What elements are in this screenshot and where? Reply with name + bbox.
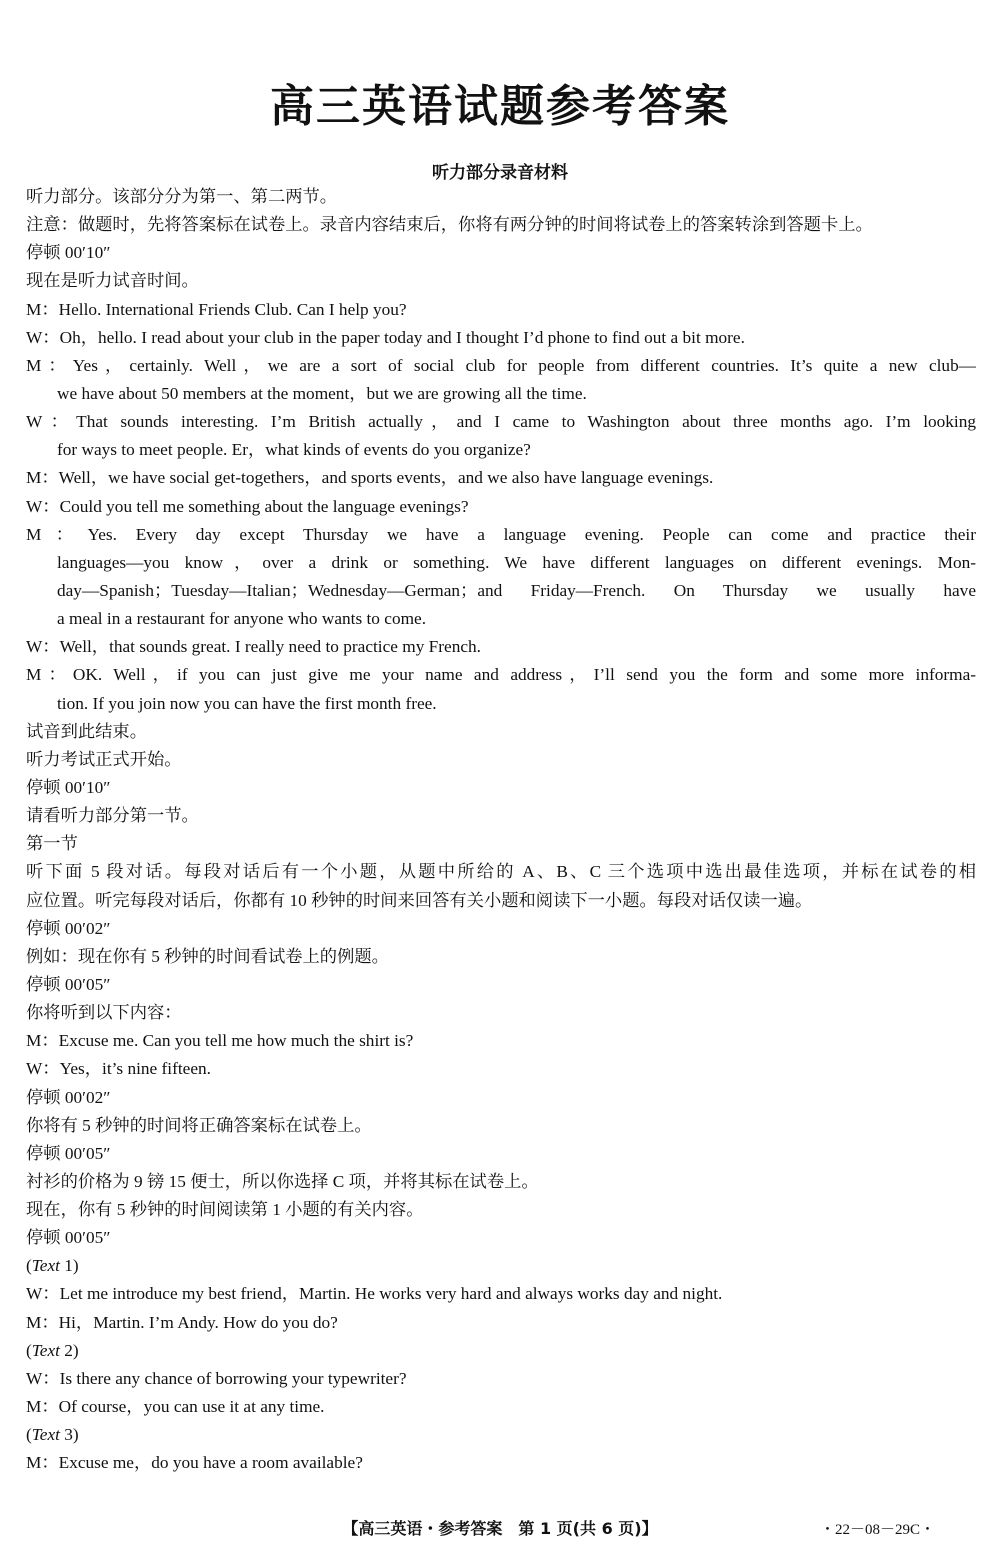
transcript-line: 你将听到以下内容：: [26, 1003, 182, 1023]
text-label-open: (: [26, 1340, 32, 1360]
transcript-line: 停顿 00′05″: [26, 1228, 111, 1248]
transcript-line: W：Yes，it’s nine fifteen.: [26, 1059, 211, 1079]
transcript-line: 第一节: [26, 834, 78, 854]
page-footer: 【高三英语・参考答案 第 1 页(共 6 页)】: [342, 1519, 658, 1538]
text-label-number: 1): [59, 1256, 79, 1276]
section-subtitle: 听力部分录音材料: [432, 163, 568, 183]
page-title: 高三英语试题参考答案: [270, 81, 730, 132]
text-label-number: 3): [59, 1425, 79, 1445]
transcript-line: 现在，你有 5 秒钟的时间阅读第 1 小题的有关内容。: [26, 1200, 424, 1220]
transcript-line: W：Oh，hello. I read about your club in the paper today and I thought I’d phone to find out a bit more.: [26, 327, 745, 347]
document-code: ・22－08－29C・: [820, 1522, 936, 1538]
transcript-line: [26, 1337, 976, 1365]
transcript-line: 听下面 5 段对话。每段对话后有一个小题，从题中所给的 A、B、C 三个选项中选出最佳选项，并标在试卷的相: [26, 862, 976, 882]
transcript-line: M：Hello. International Friends Club. Can I help you?: [26, 299, 407, 319]
transcript-line: [26, 1421, 976, 1449]
transcript-line: for ways to meet people. Er，what kinds of events do you organize?: [57, 440, 531, 460]
transcript-line: [26, 1252, 976, 1280]
text-label-open: (: [26, 1256, 32, 1276]
transcript-line: languages—you know，over a drink or something. We have different languages on different evenings. Mon-: [57, 552, 976, 572]
transcript-line: W：Let me introduce my best friend，Martin. He works very hard and always works day and night.: [26, 1284, 723, 1304]
transcript-line: 应位置。听完每段对话后，你都有 10 秒钟的时间来回答有关小题和阅读下一小题。每段对话仅读一遍。: [26, 890, 813, 910]
transcript-line: 注意：做题时，先将答案标在试卷上。录音内容结束后，你将有两分钟的时间将试卷上的答案转涂到答题卡上。: [26, 215, 873, 235]
transcript-line: W：Is there any chance of borrowing your typewriter?: [26, 1368, 407, 1388]
transcript-line: W：Could you tell me something about the language evenings?: [26, 496, 469, 516]
transcript-line: W：That sounds interesting. I’m British actually，and I came to Washington about three months ago. I’m looking: [26, 412, 976, 432]
transcript-line: 停顿 00′05″: [26, 974, 111, 994]
text-label-italic: Text: [31, 1425, 60, 1445]
transcript-line: M：Excuse me. Can you tell me how much the shirt is?: [26, 1031, 414, 1051]
transcript-line: 听力部分。该部分分为第一、第二两节。: [26, 187, 338, 206]
transcript-line: 停顿 00′05″: [26, 1143, 111, 1163]
transcript-line: M：Hi，Martin. I’m Andy. How do you do?: [26, 1312, 338, 1332]
transcript-line: a meal in a restaurant for anyone who wants to come.: [57, 609, 427, 629]
transcript-line: 请看听力部分第一节。: [26, 806, 199, 826]
transcript-line: M：OK. Well，if you can just give me your name and address，I’ll send you the form and some more informa-: [26, 665, 976, 685]
transcript-line: M：Excuse me，do you have a room available?: [26, 1453, 363, 1473]
text-label-number: 2): [59, 1340, 79, 1360]
transcript-line: 试音到此结束。: [26, 721, 147, 741]
transcript-line: 停顿 00′02″: [26, 918, 111, 938]
transcript-line: 你将有 5 秒钟的时间将正确答案标在试卷上。: [26, 1115, 372, 1135]
transcript-body: [26, 183, 976, 1477]
transcript-line: 听力考试正式开始。: [26, 749, 182, 769]
transcript-line: 衬衫的价格为 9 镑 15 便士，所以你选择 C 项，并将其标在试卷上。: [26, 1171, 539, 1191]
transcript-line: M：Yes，certainly. Well，we are a sort of social club for people from different countries. It’s quite a new club—: [26, 355, 976, 375]
transcript-line: 停顿 00′02″: [26, 1087, 111, 1107]
transcript-line: 现在是听力试音时间。: [26, 271, 199, 291]
transcript-line: M：Yes. Every day except Thursday we have a language evening. People can come and practice their: [26, 524, 976, 544]
transcript-line: 例如：现在你有 5 秒钟的时间看试卷上的例题。: [26, 946, 389, 966]
text-label-open: (: [26, 1425, 32, 1445]
transcript-line: 停顿 00′10″: [26, 777, 111, 797]
text-label-italic: Text: [31, 1256, 60, 1276]
transcript-line: M：Of course，you can use it at any time.: [26, 1397, 325, 1417]
transcript-line: 停顿 00′10″: [26, 243, 111, 263]
transcript-line: we have about 50 members at the moment，but we are growing all the time.: [57, 383, 587, 403]
transcript-line: tion. If you join now you can have the first month free.: [57, 693, 437, 713]
text-label-italic: Text: [31, 1340, 60, 1360]
transcript-line: W：Well，that sounds great. I really need to practice my French.: [26, 637, 481, 657]
transcript-line: M：Well，we have social get-togethers，and sports events，and we also have language evenings.: [26, 468, 714, 488]
transcript-line: day—Spanish；Tuesday—Italian；Wednesday—German；and Friday—French. On Thursday we usually have: [57, 580, 976, 600]
